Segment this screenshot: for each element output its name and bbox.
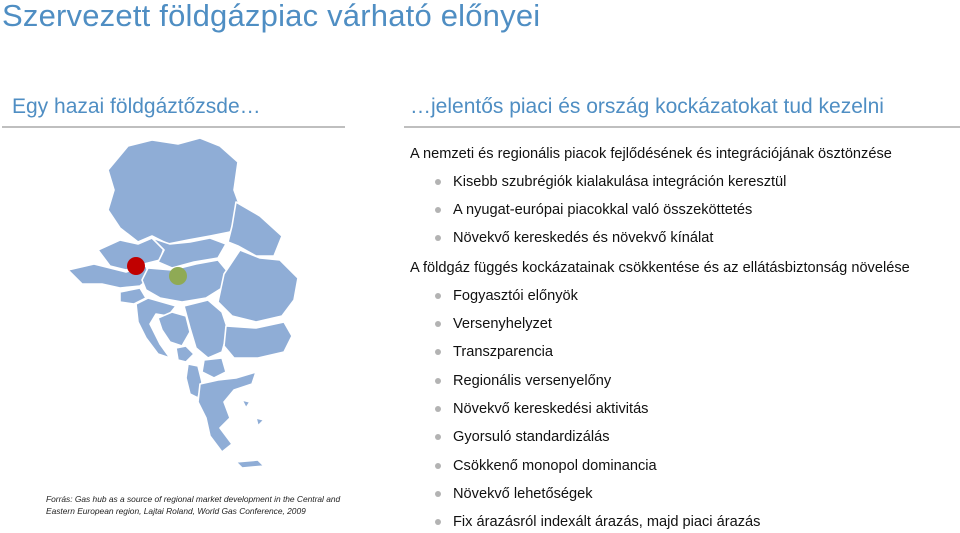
bullet-icon bbox=[435, 378, 441, 384]
bullet-icon bbox=[435, 235, 441, 241]
list-item: A nemzeti és regionális piacok fejlődésének és integrációjának ösztönzése bbox=[410, 146, 892, 162]
bullet-icon bbox=[435, 519, 441, 525]
bullet-icon bbox=[435, 321, 441, 327]
left-section-heading: Egy hazai földgáztőzsde… bbox=[12, 95, 261, 118]
bullet-icon bbox=[435, 491, 441, 497]
list-item: Növekvő lehetőségek bbox=[453, 486, 593, 502]
list-item: Gyorsuló standardizálás bbox=[453, 429, 610, 445]
list-item: Növekvő kereskedési aktivitás bbox=[453, 401, 648, 417]
bullet-icon bbox=[435, 349, 441, 355]
list-item: Csökkenő monopol dominancia bbox=[453, 458, 657, 474]
list-item: Kisebb szubrégiók kialakulása integráción keresztül bbox=[453, 174, 786, 190]
source-citation: Forrás: Gas hub as a source of regional market development in the Central and Eastern European region, Lajtai Roland, World Gas Conference, 2009 bbox=[46, 494, 341, 516]
list-item: A nyugat-európai piacokkal való összeköttetés bbox=[453, 202, 752, 218]
bullet-icon bbox=[435, 293, 441, 299]
page-title: Szervezett földgázpiac várható előnyei bbox=[2, 0, 541, 33]
bullet-icon bbox=[435, 434, 441, 440]
bullet-icon bbox=[435, 207, 441, 213]
list-item: Regionális versenyelőny bbox=[453, 373, 611, 389]
bullet-icon bbox=[435, 179, 441, 185]
right-section-heading: …jelentős piaci és ország kockázatokat tud kezelni bbox=[410, 95, 884, 118]
bullet-icon bbox=[435, 463, 441, 469]
list-item: A földgáz függés kockázatainak csökkentése és az ellátásbiztonság növelése bbox=[410, 260, 910, 276]
list-item: Transzparencia bbox=[453, 344, 553, 360]
bullet-icon bbox=[435, 406, 441, 412]
list-item: Fogyasztói előnyök bbox=[453, 288, 578, 304]
list-item: Versenyhelyzet bbox=[453, 316, 552, 332]
list-item: Növekvő kereskedés és növekvő kínálat bbox=[453, 230, 713, 246]
list-item: Fix árazásról indexált árazás, majd piaci árazás bbox=[453, 514, 760, 530]
